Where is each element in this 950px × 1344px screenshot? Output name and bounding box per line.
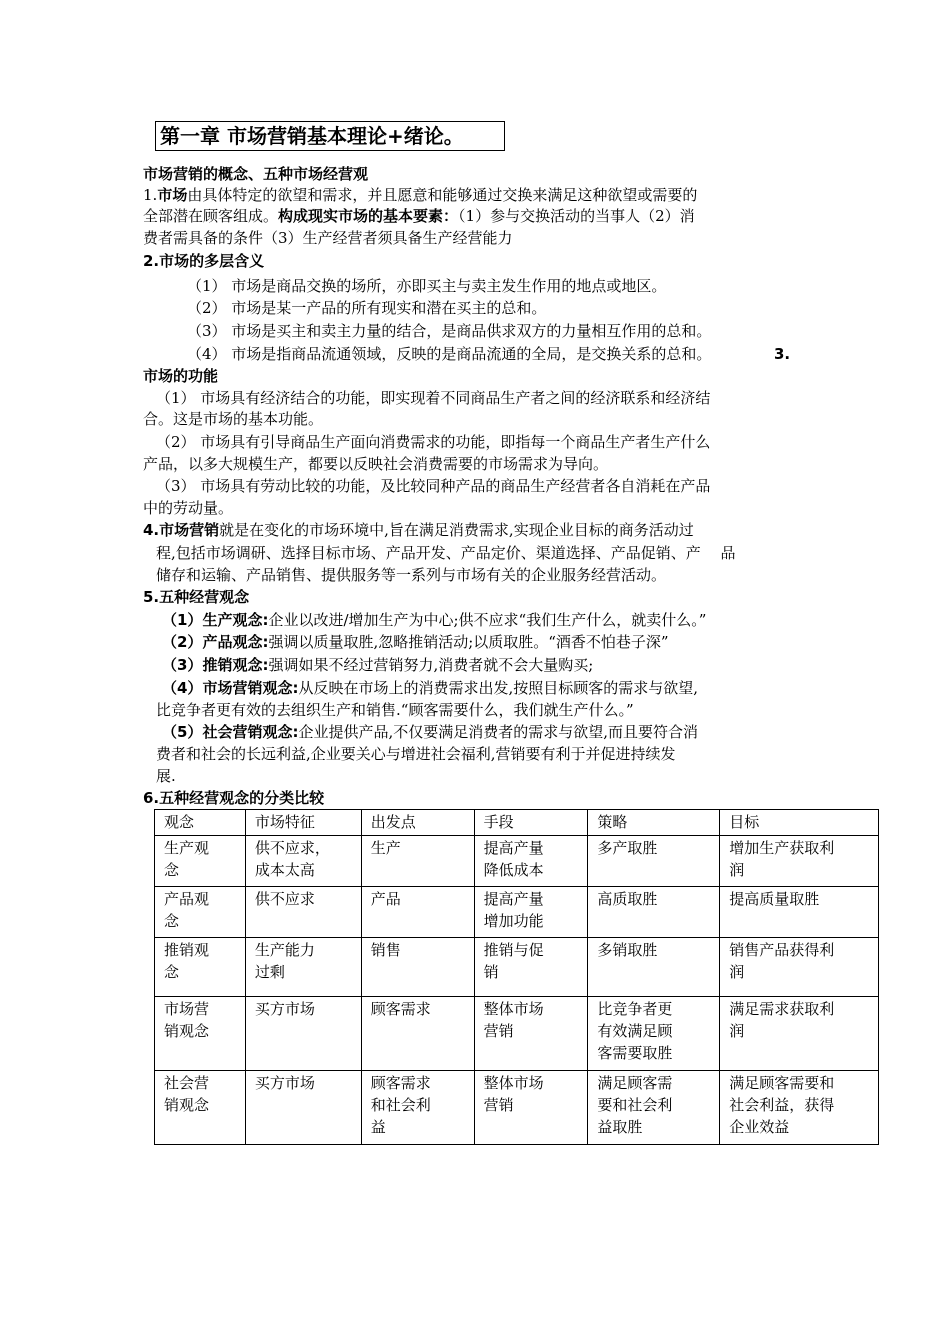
s3-heading: 市场的功能 [143, 367, 219, 385]
s5-heading: 5.五种经营观念 [143, 588, 250, 606]
s3-number: 3. [774, 345, 791, 363]
table-cell: 提高产量 降低成本 [474, 836, 588, 887]
table-cell: 推销观 念 [155, 938, 246, 997]
table-cell: 整体市场 营销 [474, 997, 588, 1071]
table-header-cell: 策略 [588, 810, 720, 836]
s1-line-1: 1.市场由具体特定的欲望和需求，并且愿意和能够通过交换来满足这种欲望或需要的 [143, 186, 698, 204]
table-cell: 产品 [361, 887, 474, 938]
table-header-cell: 目标 [720, 810, 879, 836]
s3-line-3: （2） 市场具有引导商品生产面向消费需求的功能，即指每一个商品生产者生产什么 [156, 433, 711, 451]
s5-item-4: （4）市场营销观念:从反映在市场上的消费需求出发,按照目标顾客的需求与欲望, [162, 679, 698, 697]
table-cell: 买方市场 [245, 1071, 361, 1145]
s5-item-5-cont-2: 展. [156, 767, 176, 785]
s3-line-4: 产品，以多大规模生产，都要以反映社会消费需要的市场需求为导向。 [143, 455, 609, 473]
table-cell: 满足顾客需要和 社会利益，获得 企业效益 [720, 1071, 879, 1145]
table-cell: 高质取胜 [588, 887, 720, 938]
table-cell: 生产观 念 [155, 836, 246, 887]
s2-heading: 2.市场的多层含义 [143, 252, 265, 270]
s3-line-1: （1） 市场具有经济结合的功能，即实现着不同商品生产者之间的经济联系和经济结 [156, 389, 711, 407]
s4-line-2: 程,包括市场调研、选择目标市场、产品开发、产品定价、渠道选择、产品促销、产 品 [156, 544, 736, 562]
table-cell: 顾客需求 和社会利 益 [361, 1071, 474, 1145]
table-cell: 顾客需求 [361, 997, 474, 1071]
table-cell: 供不应求， 成本太高 [245, 836, 361, 887]
table-cell: 生产 [361, 836, 474, 887]
table-cell: 推销与促 销 [474, 938, 588, 997]
chapter-title: 第一章 市场营销基本理论+绪论。 [155, 121, 505, 151]
table-cell: 多产取胜 [588, 836, 720, 887]
table-cell: 满足需求获取利 润 [720, 997, 879, 1071]
section-subtitle: 市场营销的概念、五种市场经营观 [143, 165, 369, 183]
table-header-cell: 观念 [155, 810, 246, 836]
table-cell: 提高质量取胜 [720, 887, 879, 938]
table-cell: 销售 [361, 938, 474, 997]
s1-term: 市场 [157, 186, 188, 204]
table-row [155, 1071, 879, 1145]
table-header-cell: 出发点 [361, 810, 474, 836]
table-row [155, 997, 879, 1071]
table-header-row [155, 810, 879, 836]
s4-line-3: 储存和运输、产品销售、提供服务等一系列与市场有关的企业服务经营活动。 [156, 566, 667, 584]
table-header-cell: 市场特征 [245, 810, 361, 836]
s1-line-2: 全部潜在顾客组成。构成现实市场的基本要素：（1）参与交换活动的当事人（2）消 [143, 207, 695, 225]
s2-item-3: （3） 市场是买主和卖主力量的结合，是商品供求双方的力量相互作用的总和。 [187, 322, 712, 340]
table-cell: 满足顾客需 要和社会利 益取胜 [588, 1071, 720, 1145]
table-cell: 整体市场 营销 [474, 1071, 588, 1145]
table-cell: 买方市场 [245, 997, 361, 1071]
s2-item-4: （4） 市场是指商品流通领域，反映的是商品流通的全局，是交换关系的总和。 [187, 345, 712, 363]
s1-line-3: 费者需具备的条件（3）生产经营者须具备生产经营能力 [143, 229, 513, 247]
s5-item-5: （5）社会营销观念:企业提供产品,不仅要满足消费者的需求与欲望,而且要符合消 [162, 723, 698, 741]
table-cell: 多销取胜 [588, 938, 720, 997]
table-cell: 增加生产获取利 润 [720, 836, 879, 887]
s2-item-2: （2） 市场是某一产品的所有现实和潜在买主的总和。 [187, 299, 547, 317]
table-cell: 提高产量 增加功能 [474, 887, 588, 938]
s6-heading: 6.五种经营观念的分类比较 [143, 789, 325, 807]
table-cell: 产品观 念 [155, 887, 246, 938]
s4-term: 市场营销 [159, 521, 220, 539]
table-cell: 比竞争者更 有效满足顾 客需要取胜 [588, 997, 720, 1071]
table-cell: 社会营 销观念 [155, 1071, 246, 1145]
s5-item-5-cont-1: 费者和社会的长远利益,企业要关心与增进社会福利,营销要有利于并促进持续发 [156, 745, 676, 763]
s4-line-1: 4.市场营销就是在变化的市场环境中,旨在满足消费需求,实现企业目标的商务活动过 [143, 521, 694, 539]
table-row [155, 836, 879, 887]
s5-item-4-cont: 比竞争者更有效的去组织生产和销售.“顾客需要什么，我们就生产什么。” [156, 701, 634, 719]
table-cell: 供不应求 [245, 887, 361, 938]
s5-item-1: （1）生产观念:企业以改进/增加生产为中心;供不应求“我们生产什么，就卖什么。” [162, 611, 707, 629]
table-cell: 销售产品获得利 润 [720, 938, 879, 997]
table-row [155, 938, 879, 997]
s2-item-1: （1） 市场是商品交换的场所，亦即买主与卖主发生作用的地点或地区。 [187, 277, 667, 295]
s3-line-5: （3） 市场具有劳动比较的功能，及比较同种产品的商品生产经营者各自消耗在产品 [156, 477, 711, 495]
table-cell: 市场营 销观念 [155, 997, 246, 1071]
s3-line-6: 中的劳动量。 [143, 499, 234, 517]
table-cell: 生产能力 过剩 [245, 938, 361, 997]
s5-item-3: （3）推销观念:强调如果不经过营销努力,消费者就不会大量购买; [162, 656, 594, 674]
s5-item-2: （2）产品观念:强调以质量取胜,忽略推销活动;以质取胜。“酒香不怕巷子深” [162, 633, 669, 651]
s3-line-2: 合。这是市场的基本功能。 [143, 410, 324, 428]
table-header-cell: 手段 [474, 810, 588, 836]
table-row [155, 887, 879, 938]
comparison-table [154, 809, 879, 1145]
